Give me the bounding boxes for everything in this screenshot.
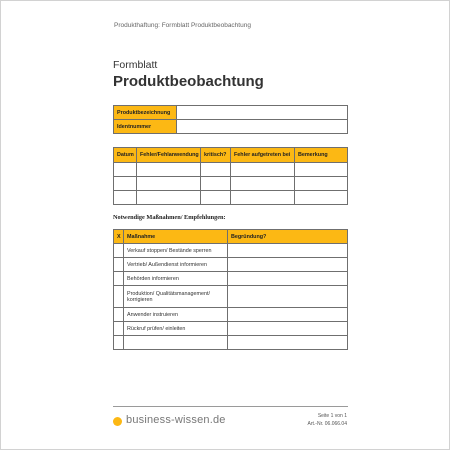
page-count: Seite 1 von 1 <box>317 413 347 419</box>
table-cell[interactable] <box>201 191 231 205</box>
column-header-remark: Bemerkung <box>295 148 348 163</box>
product-name-label: Produktbezeichnung <box>114 106 177 120</box>
table-row <box>114 120 348 134</box>
table-row <box>114 336 348 350</box>
measure-label: Produktion/ Qualitätsmanagement/ korrigieren <box>124 286 228 308</box>
table-row <box>114 258 348 272</box>
table-cell[interactable] <box>137 163 201 177</box>
ident-number-label: Identnummer <box>114 120 177 134</box>
check-cell[interactable] <box>114 286 124 308</box>
reason-cell[interactable] <box>228 244 348 258</box>
table-cell[interactable] <box>201 163 231 177</box>
table-cell[interactable] <box>231 177 295 191</box>
measure-label: Vertrieb/ Außendienst informieren <box>124 258 228 272</box>
table-row <box>114 106 348 120</box>
reason-cell[interactable] <box>228 322 348 336</box>
table-cell[interactable] <box>295 177 348 191</box>
measure-label: Verkauf stoppen/ Bestände sperren <box>124 244 228 258</box>
header-note: Produkthaftung: Formblatt Produktbeobachtung <box>114 22 251 29</box>
reason-cell[interactable] <box>228 272 348 286</box>
reason-cell[interactable] <box>228 286 348 308</box>
table-cell[interactable] <box>231 163 295 177</box>
check-cell[interactable] <box>114 272 124 286</box>
column-header-occurred-at: Fehler aufgetreten bei <box>231 148 295 163</box>
table-cell[interactable] <box>137 177 201 191</box>
check-cell[interactable] <box>114 308 124 322</box>
column-header-measure: Maßnahme <box>124 230 228 244</box>
measures-table <box>113 229 348 350</box>
column-header-critical: kritisch? <box>201 148 231 163</box>
table-row <box>114 244 348 258</box>
table-cell[interactable] <box>295 163 348 177</box>
table-row <box>114 286 348 308</box>
measure-label: Rückruf prüfen/ einleiten <box>124 322 228 336</box>
measure-label[interactable] <box>124 336 228 350</box>
product-name-field[interactable] <box>177 106 348 120</box>
table-row <box>114 308 348 322</box>
measure-label: Behörden informieren <box>124 272 228 286</box>
reason-cell[interactable] <box>228 258 348 272</box>
logo-dot-icon <box>113 417 122 426</box>
table-row <box>114 191 348 205</box>
table-cell[interactable] <box>201 177 231 191</box>
identification-table <box>113 105 348 134</box>
column-header-error: Fehler/Fehlanwendung <box>137 148 201 163</box>
table-cell[interactable] <box>114 191 137 205</box>
measures-title: Notwendige Maßnahmen/ Empfehlungen: <box>113 214 226 221</box>
table-header-row <box>114 148 348 163</box>
measure-label: Anwender instruieren <box>124 308 228 322</box>
footer-divider <box>113 406 348 407</box>
table-header-row <box>114 230 348 244</box>
column-header-date: Datum <box>114 148 137 163</box>
table-cell[interactable] <box>114 163 137 177</box>
table-cell[interactable] <box>137 191 201 205</box>
table-row <box>114 272 348 286</box>
table-cell[interactable] <box>231 191 295 205</box>
check-cell[interactable] <box>114 258 124 272</box>
reason-cell[interactable] <box>228 308 348 322</box>
column-header-check: X <box>114 230 124 244</box>
table-cell[interactable] <box>295 191 348 205</box>
reason-cell[interactable] <box>228 336 348 350</box>
logo-text: business-wissen.de <box>126 414 226 426</box>
observation-table <box>113 147 348 205</box>
table-row <box>114 177 348 191</box>
table-cell[interactable] <box>114 177 137 191</box>
check-cell[interactable] <box>114 322 124 336</box>
form-title: Produktbeobachtung <box>113 73 264 90</box>
column-header-reason: Begründung? <box>228 230 348 244</box>
check-cell[interactable] <box>114 336 124 350</box>
table-row <box>114 163 348 177</box>
check-cell[interactable] <box>114 244 124 258</box>
ident-number-field[interactable] <box>177 120 348 134</box>
article-number: Art.-Nr. 06.066.04 <box>307 421 347 427</box>
table-row <box>114 322 348 336</box>
form-kicker: Formblatt <box>113 59 158 71</box>
